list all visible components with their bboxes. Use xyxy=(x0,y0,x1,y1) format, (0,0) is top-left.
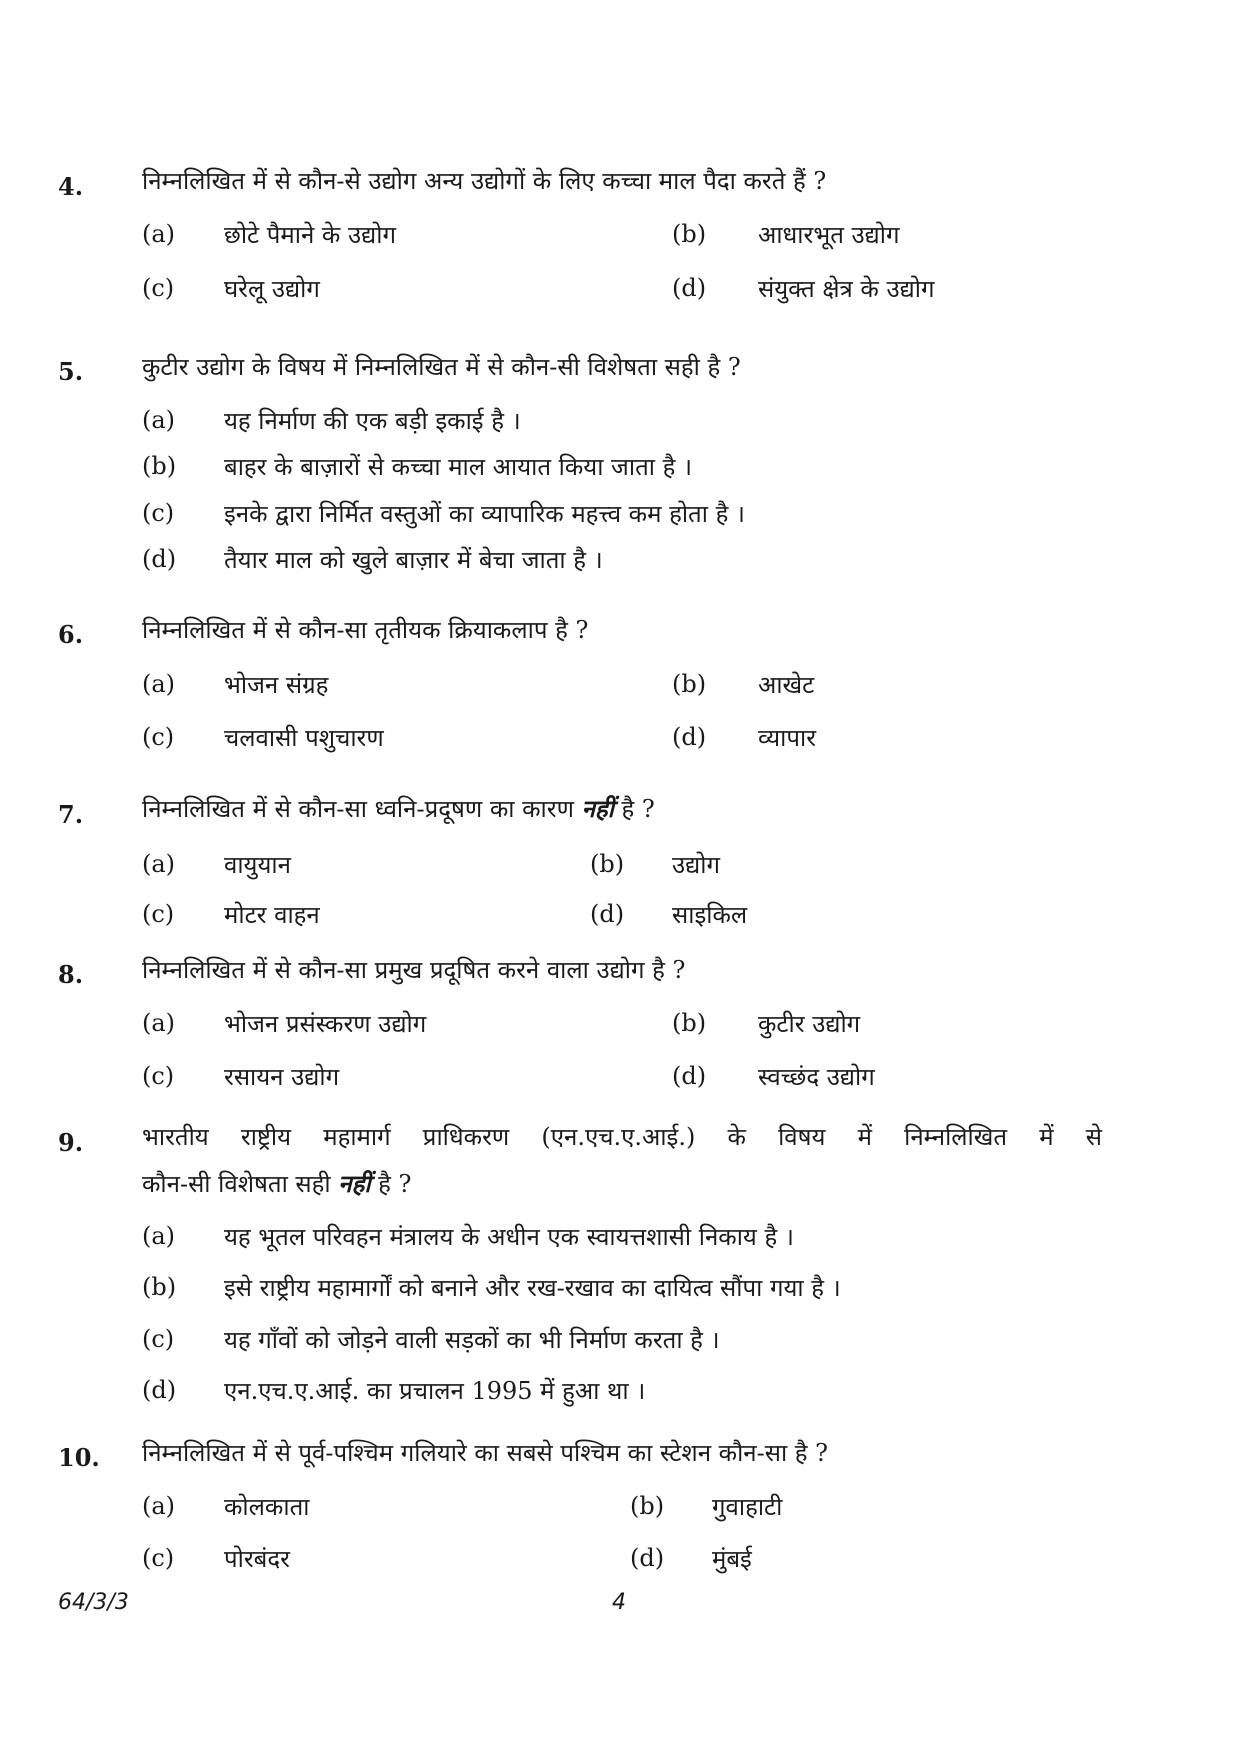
question-text-start: कौन-सी विशेषता सही xyxy=(142,1170,331,1198)
question-number: 8. xyxy=(58,960,84,989)
option-text: मोटर वाहन xyxy=(224,901,320,929)
emphasis-not: नहीं xyxy=(581,794,614,823)
option-text: बाहर के बाज़ारों से कच्चा माल आयात किया जाता है । xyxy=(224,453,693,481)
option-text: मुंबई xyxy=(712,1545,752,1573)
option-label: (a) xyxy=(142,1009,176,1037)
option-text: यह गाँवों को जोड़ने वाली सड़कों का भी निर्माण करता है । xyxy=(224,1326,720,1354)
option-label: (a) xyxy=(142,1222,176,1250)
question-number: 6. xyxy=(58,620,84,649)
option-text: भोजन संग्रह xyxy=(224,671,329,699)
option-text: उद्योग xyxy=(672,851,720,879)
option-text: पोरबंदर xyxy=(224,1545,290,1573)
option-label: (c) xyxy=(142,900,175,928)
question-text-start: निम्नलिखित में से कौन-सा ध्वनि-प्रदूषण का कारण xyxy=(142,795,574,823)
option-text: यह निर्माण की एक बड़ी इकाई है । xyxy=(224,407,521,435)
option-label: (c) xyxy=(142,1544,175,1572)
option-text: भोजन प्रसंस्करण उद्योग xyxy=(224,1010,427,1038)
option-label: (c) xyxy=(142,723,175,751)
option-label: (d) xyxy=(672,723,707,751)
question-number: 5. xyxy=(58,357,84,386)
question-text xyxy=(142,790,655,828)
option-text: गुवाहाटी xyxy=(712,1493,783,1521)
option-label: (c) xyxy=(142,1062,175,1090)
option-label: (a) xyxy=(142,850,176,878)
option-label: (b) xyxy=(630,1492,665,1520)
option-label: (c) xyxy=(142,274,175,302)
question-text: निम्नलिखित में से कौन-सा प्रमुख प्रदूषित करने वाला उद्योग है ? xyxy=(142,956,686,984)
option-label: (b) xyxy=(142,1273,177,1301)
option-label: (a) xyxy=(142,670,176,698)
option-label: (a) xyxy=(142,1492,176,1520)
page-number: 4 xyxy=(612,1590,626,1615)
question-text: निम्नलिखित में से पूर्व-पश्चिम गलियारे का सबसे पश्चिम का स्टेशन कौन-सा है ? xyxy=(142,1439,829,1467)
option-label: (b) xyxy=(142,452,177,480)
question-text-line2 xyxy=(142,1165,411,1203)
option-label: (d) xyxy=(142,545,177,573)
option-text: इसे राष्ट्रीय महामार्गों को बनाने और रख-रखाव का दायित्व सौंपा गया है । xyxy=(224,1274,841,1302)
option-label: (b) xyxy=(672,220,707,248)
option-label: (d) xyxy=(672,1062,707,1090)
option-text: रसायन उद्योग xyxy=(224,1063,340,1091)
option-text: इनके द्वारा निर्मित वस्तुओं का व्यापारिक महत्त्व कम होता है । xyxy=(224,500,746,528)
option-label: (c) xyxy=(142,499,175,527)
option-text: छोटे पैमाने के उद्योग xyxy=(224,221,396,249)
question-text: निम्नलिखित में से कौन-सा तृतीयक क्रियाकलाप है ? xyxy=(142,616,589,644)
option-text: घरेलू उद्योग xyxy=(224,275,320,303)
option-text: आधारभूत उद्योग xyxy=(758,221,900,249)
emphasis-not: नहीं xyxy=(338,1169,371,1198)
option-label: (a) xyxy=(142,406,176,434)
option-text: एन.एच.ए.आई. का प्रचालन 1995 में हुआ था । xyxy=(224,1377,646,1405)
question-text-end: है ? xyxy=(621,795,655,823)
option-text: तैयार माल को खुले बाज़ार में बेचा जाता है । xyxy=(224,546,603,574)
option-label: (b) xyxy=(590,850,625,878)
question-text: निम्नलिखित में से कौन-से उद्योग अन्य उद्योगों के लिए कच्चा माल पैदा करते हैं ? xyxy=(142,167,827,195)
question-number: 10. xyxy=(58,1443,100,1472)
question-text-line1: भारतीय राष्ट्रीय महामार्ग प्राधिकरण (एन.एच.ए.आई.) के विषय में निम्नलिखित में से xyxy=(142,1123,1102,1151)
question-number: 4. xyxy=(58,172,84,201)
option-label: (d) xyxy=(142,1376,177,1404)
question-number: 7. xyxy=(58,800,84,829)
option-text: चलवासी पशुचारण xyxy=(224,724,384,752)
question-text-end: है ? xyxy=(378,1170,412,1198)
option-text: कुटीर उद्योग xyxy=(758,1010,861,1038)
option-text: वायुयान xyxy=(224,851,291,879)
option-text: यह भूतल परिवहन मंत्रालय के अधीन एक स्वायत्तशासी निकाय है । xyxy=(224,1223,794,1251)
option-label: (c) xyxy=(142,1325,175,1353)
question-number: 9. xyxy=(58,1128,84,1157)
option-text: स्वच्छंद उद्योग xyxy=(758,1063,875,1091)
option-text: आखेट xyxy=(758,671,815,699)
option-text: संयुक्त क्षेत्र के उद्योग xyxy=(758,275,935,303)
option-label: (d) xyxy=(672,274,707,302)
option-label: (d) xyxy=(590,900,625,928)
option-text: कोलकाता xyxy=(224,1493,310,1521)
option-label: (b) xyxy=(672,670,707,698)
option-label: (d) xyxy=(630,1544,665,1572)
option-label: (b) xyxy=(672,1009,707,1037)
option-text: व्यापार xyxy=(758,724,817,752)
question-text: कुटीर उद्योग के विषय में निम्नलिखित में से कौन-सी विशेषता सही है ? xyxy=(142,353,741,381)
option-label: (a) xyxy=(142,220,176,248)
option-text: साइकिल xyxy=(672,901,748,929)
paper-code: 64/3/3 xyxy=(58,1590,129,1615)
